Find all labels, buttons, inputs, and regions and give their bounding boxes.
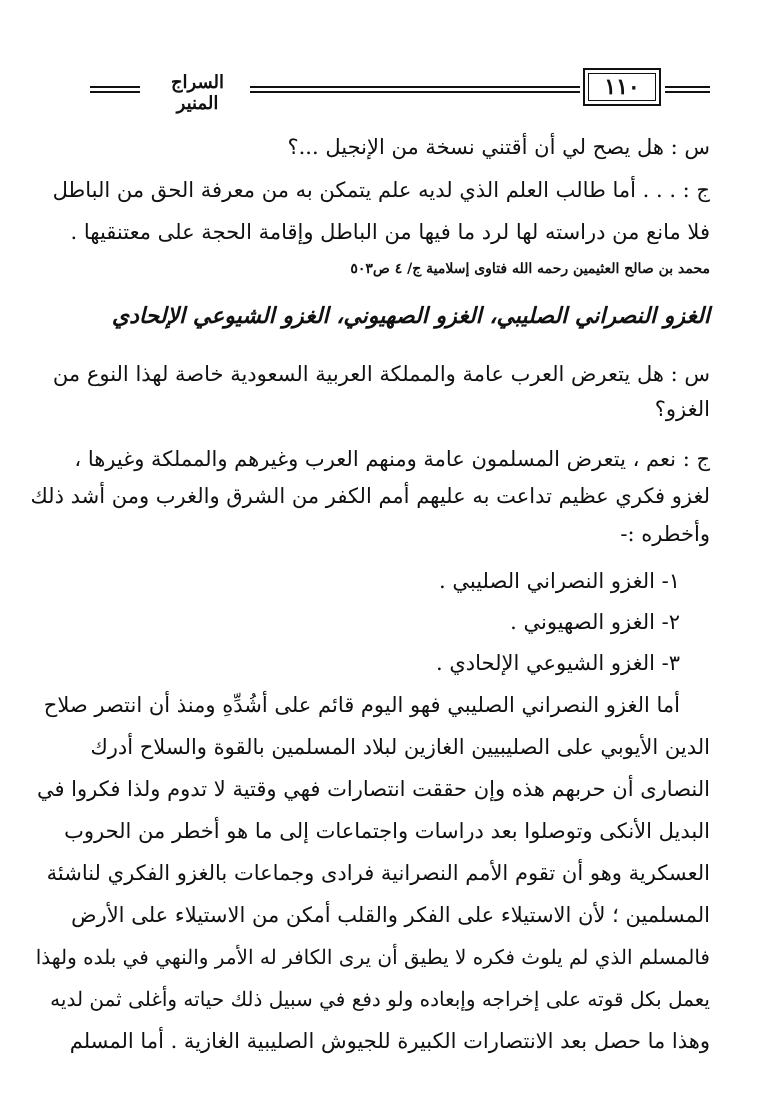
question-1: س : هل يصح لي أن أقتني نسخة من الإنجيل ...؟	[287, 135, 710, 159]
answer-1-line-1: ج : . . . أما طالب العلم الذي لديه علم يتمكن به من معرفة الحق من الباطل	[52, 178, 710, 202]
book-title: السراج المنير	[170, 72, 225, 114]
paragraph-line: يعمل بكل قوته على إخراجه وإبعاده ولو دفع في سبيل ذلك حياته وأغلى ثمن لديه	[50, 987, 710, 1011]
list-item: ٣- الغزو الشيوعي الإلحادي .	[436, 651, 680, 675]
paragraph-line: البديل الأنكى وتوصلوا بعد دراسات واجتماعات إلى ما هو أخطر من الحروب	[64, 819, 710, 843]
paragraph-line: المسلمين ؛ لأن الاستيلاء على الفكر والقلب أمكن من الاستيلاء على الأرض	[71, 903, 710, 927]
paragraph-line: النصارى أن حربهم هذه وإن حققت انتصارات فهي وقتية لا تدوم ولذا فكروا في	[36, 777, 710, 801]
answer-2-line-2: لغزو فكري عظيم تداعت به عليهم أمم الكفر من الشرق والغرب ومن أشد ذلك	[30, 484, 710, 508]
section-heading: الغزو النصراني الصليبي، الغزو الصهيوني، الغزو الشيوعي الإلحادي	[111, 303, 710, 329]
question-2-line-1: س : هل يتعرض العرب عامة والمملكة العربية السعودية خاصة لهذا النوع من	[52, 362, 710, 386]
page-number-box	[583, 68, 661, 106]
fatwa-source: محمد بن صالح العثيمين رحمه الله فتاوى إسلامية ج/ ٤ ص٥٠٣	[350, 261, 710, 277]
paragraph-line: أما الغزو النصراني الصليبي فهو اليوم قائم على أشُدِّهِ ومنذ أن انتصر صلاح	[43, 693, 680, 717]
list-item: ٢- الغزو الصهيوني .	[510, 610, 680, 634]
answer-2-line-1: ج : نعم ، يتعرض المسلمون عامة ومنهم العرب وغيرهم والمملكة وغيرها ،	[74, 447, 710, 471]
answer-2-line-3: وأخطره :-	[620, 522, 710, 546]
page-number: ١١٠	[604, 74, 640, 100]
header-rule-middle	[250, 86, 580, 93]
paragraph-line: العسكرية وهو أن تقوم الأمم النصرانية فرادى وجماعات بالغزو الفكري لناشئة	[46, 861, 710, 885]
header-rule-left	[90, 86, 140, 93]
answer-1-line-2: فلا مانع من دراسته لها لرد ما فيها من الباطل وإقامة الحجة على معتنقيها .	[70, 220, 710, 244]
paragraph-line: فالمسلم الذي لم يلوث فكره لا يطيق أن يرى الكافر له الأمر والنهي في بلده ولهذا	[35, 945, 710, 969]
list-item: ١- الغزو النصراني الصليبي .	[439, 569, 680, 593]
header-rule-right	[665, 86, 710, 93]
question-2-line-2: الغزو؟	[654, 397, 710, 421]
paragraph-line: الدين الأيوبي على الصليبيين الغازين لبلاد المسلمين بالقوة والسلاح أدرك	[90, 735, 710, 759]
paragraph-line: وهذا ما حصل بعد الانتصارات الكبيرة للجيوش الصليبية الغازية . أما المسلم	[69, 1029, 710, 1053]
